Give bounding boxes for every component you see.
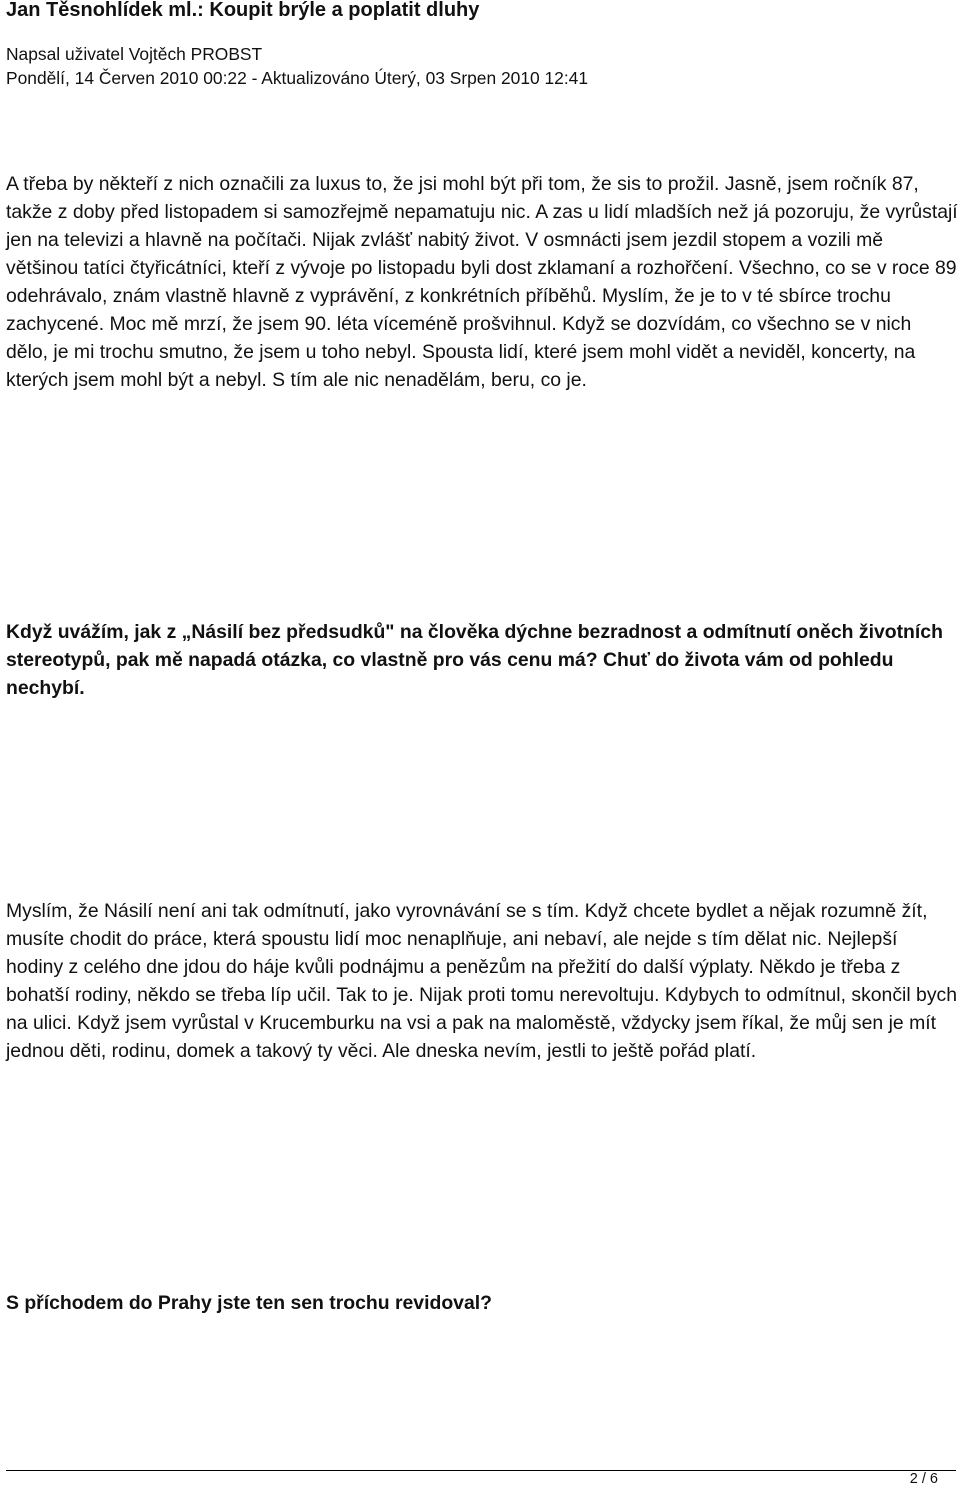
author-line: Napsal uživatel Vojtěch PROBST bbox=[6, 44, 263, 64]
page-title: Jan Těsnohlídek ml.: Koupit brýle a poplatit dluhy bbox=[6, 0, 480, 21]
footer-divider bbox=[6, 1470, 956, 1471]
paragraph-answer-1: A třeba by někteří z nich označili za luxus to, že jsi mohl být při tom, že sis to prožil. Jasně, jsem ročník 87, takže z doby před listopadem si samozřejmě nepamatuju nic. A zas u lidí mladších než já pozoruju, že vyrůstají jen na televizi a hlavně na počítači. Nijak zvlášť nabitý život. V osmnácti jsem jezdil stopem a vozili mě většinou tatíci čtyřicátníci, kteří z vývoje po listopadu byli dost zklamaní a rozhořčení. Všechno, co se v roce 89 odehrávalo, znám vlastně hlavně z vyprávění, z konkrétních příběhů. Myslím, že je to v té sbírce trochu zachycené. Moc mě mrzí, že jsem 90. léta víceméně prošvihnul. Když se dozvídám, co všechno se v nich dělo, je mi trochu smutno, že jsem u toho nebyl. Spousta lidí, které jsem mohl vidět a neviděl, koncerty, na kterých jsem mohl být a nebyl. S tím ale nic nenadělám, beru, co je. bbox=[6, 173, 958, 391]
interview-question-2: S příchodem do Prahy jste ten sen trochu revidoval? bbox=[6, 1292, 492, 1314]
paragraph-answer-2: Myslím, že Násilí není ani tak odmítnutí, jako vyrovnávání se s tím. Když chcete bydlet a nějak rozumně žít, musíte chodit do práce, která spoustu lidí moc nenaplňuje, ani nebaví, ale nejde s tím dělat nic. Nejlepší hodiny z celého dne jdou do háje kvůli podnájmu a penězům na přežití do další výplaty. Někdo je třeba z bohatší rodiny, někdo se třeba líp učil. Tak to je. Nijak proti tomu nerevoltuju. Kdybych to odmítnul, skončil bych na ulici. Když jsem vyrůstal v Krucemburku na vsi a pak na maloměstě, vždycky jsem říkal, že můj sen je mít jednou děti, rodinu, domek a takový ty věci. Ale dneska nevím, jestli to ještě pořád platí. bbox=[6, 900, 957, 1062]
date-line: Pondělí, 14 Červen 2010 00:22 - Aktualizováno Úterý, 03 Srpen 2010 12:41 bbox=[6, 68, 589, 88]
page-number: 2 / 6 bbox=[909, 1471, 938, 1487]
interview-question-1: Když uvážím, jak z „Násilí bez předsudků" na člověka dýchne bezradnost a odmítnutí oněch životních stereotypů, pak mě napadá otázka, co vlastně pro vás cenu má? Chuť do života vám od pohledu nechybí. bbox=[6, 621, 943, 699]
